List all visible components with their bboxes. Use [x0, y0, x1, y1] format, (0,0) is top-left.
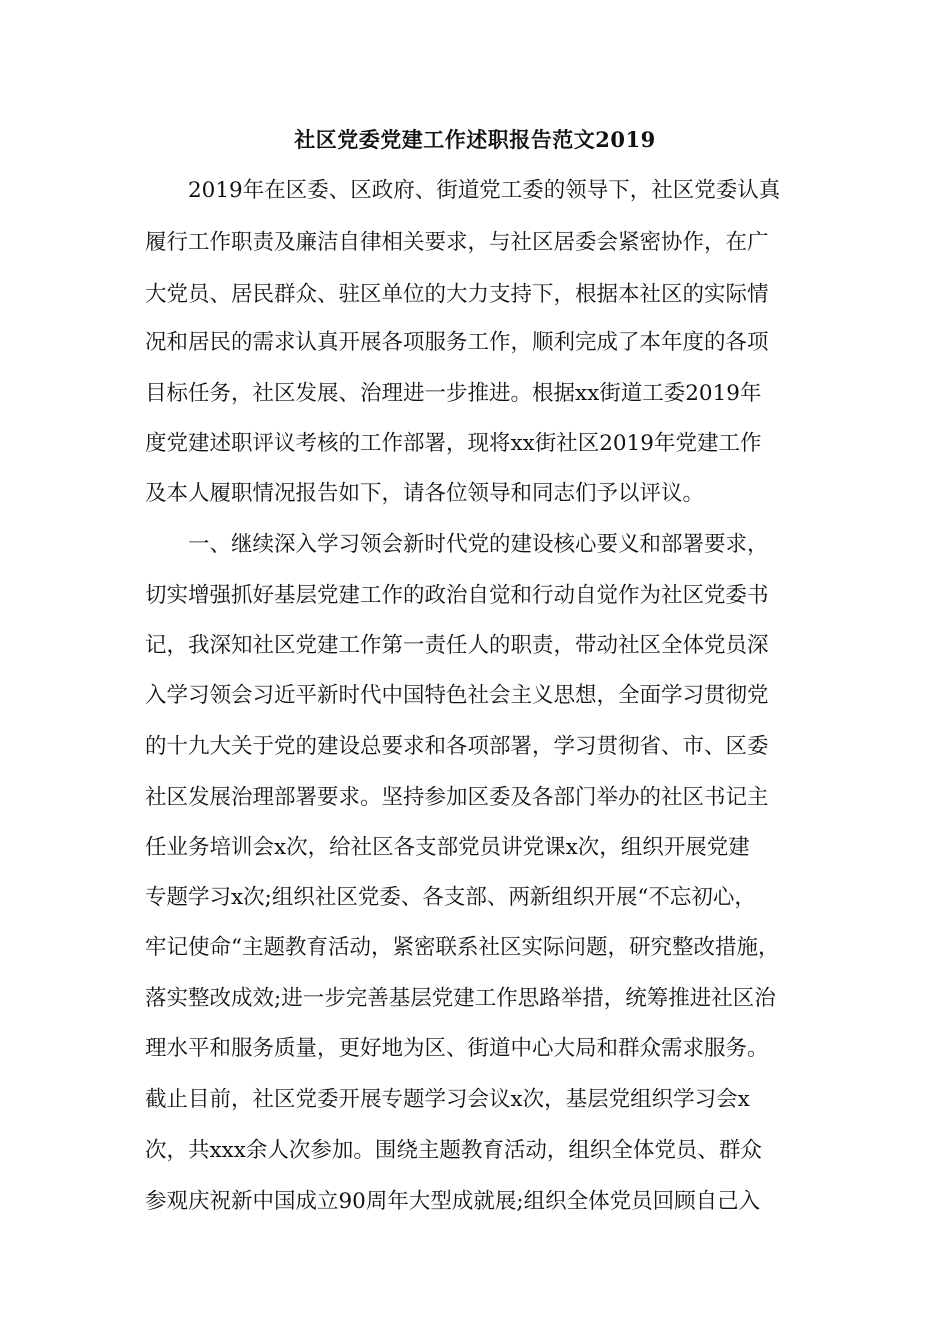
- paragraph-line: 参观庆祝新中国成立90周年大型成就展;组织全体党员回顾自己入: [145, 1189, 761, 1214]
- paragraph-line: 大党员、居民群众、驻区单位的大力支持下，根据本社区的实际情: [145, 282, 769, 307]
- paragraph-line: 任业务培训会x次，给社区各支部党员讲党课x次，组织开展党建: [145, 835, 750, 860]
- paragraph-line: 2019年在区委、区政府、街道党工委的领导下，社区党委认真: [188, 178, 781, 203]
- paragraph-line: 及本人履职情况报告如下，请各位领导和同志们予以评议。: [145, 481, 705, 506]
- paragraph-line: 记，我深知社区党建工作第一责任人的职责，带动社区全体党员深: [145, 633, 769, 658]
- paragraph-line: 履行工作职责及廉洁自律相关要求，与社区居委会紧密协作，在广: [145, 230, 769, 255]
- paragraph-line: 度党建述职评议考核的工作部署，现将xx街社区2019年党建工作: [145, 431, 762, 456]
- paragraph-line: 一、继续深入学习领会新时代党的建设核心要义和部署要求，: [188, 532, 769, 557]
- paragraph-line: 理水平和服务质量，更好地为区、街道中心大局和群众需求服务。: [145, 1036, 769, 1061]
- paragraph-line: 入学习领会习近平新时代中国特色社会主义思想，全面学习贯彻党: [145, 683, 769, 708]
- paragraph-line: 切实增强抓好基层党建工作的政治自觉和行动自觉作为社区党委书: [145, 583, 769, 608]
- paragraph-line: 社区发展治理部署要求。坚持参加区委及各部门举办的社区书记主: [145, 785, 769, 810]
- paragraph-line: 截止目前，社区党委开展专题学习会议x次，基层党组织学习会x: [145, 1087, 750, 1112]
- paragraph-line: 专题学习x次;组织社区党委、各支部、两新组织开展“不忘初心，: [145, 885, 756, 910]
- paragraph-line: 况和居民的需求认真开展各项服务工作，顺利完成了本年度的各项: [145, 330, 769, 355]
- paragraph-line: 次，共xxx余人次参加。围绕主题教育活动，组织全体党员、群众: [145, 1138, 762, 1163]
- paragraph-line: 目标任务，社区发展、治理进一步推进。根据xx街道工委2019年: [145, 381, 762, 406]
- document-title: 社区党委党建工作述职报告范文2019: [294, 127, 656, 152]
- paragraph-line: 牢记使命“主题教育活动，紧密联系社区实际问题，研究整改措施，: [145, 935, 780, 960]
- paragraph-line: 落实整改成效;进一步完善基层党建工作思路举措，统筹推进社区治: [145, 986, 776, 1011]
- paragraph-line: 的十九大关于党的建设总要求和各项部署，学习贯彻省、市、区委: [145, 734, 769, 759]
